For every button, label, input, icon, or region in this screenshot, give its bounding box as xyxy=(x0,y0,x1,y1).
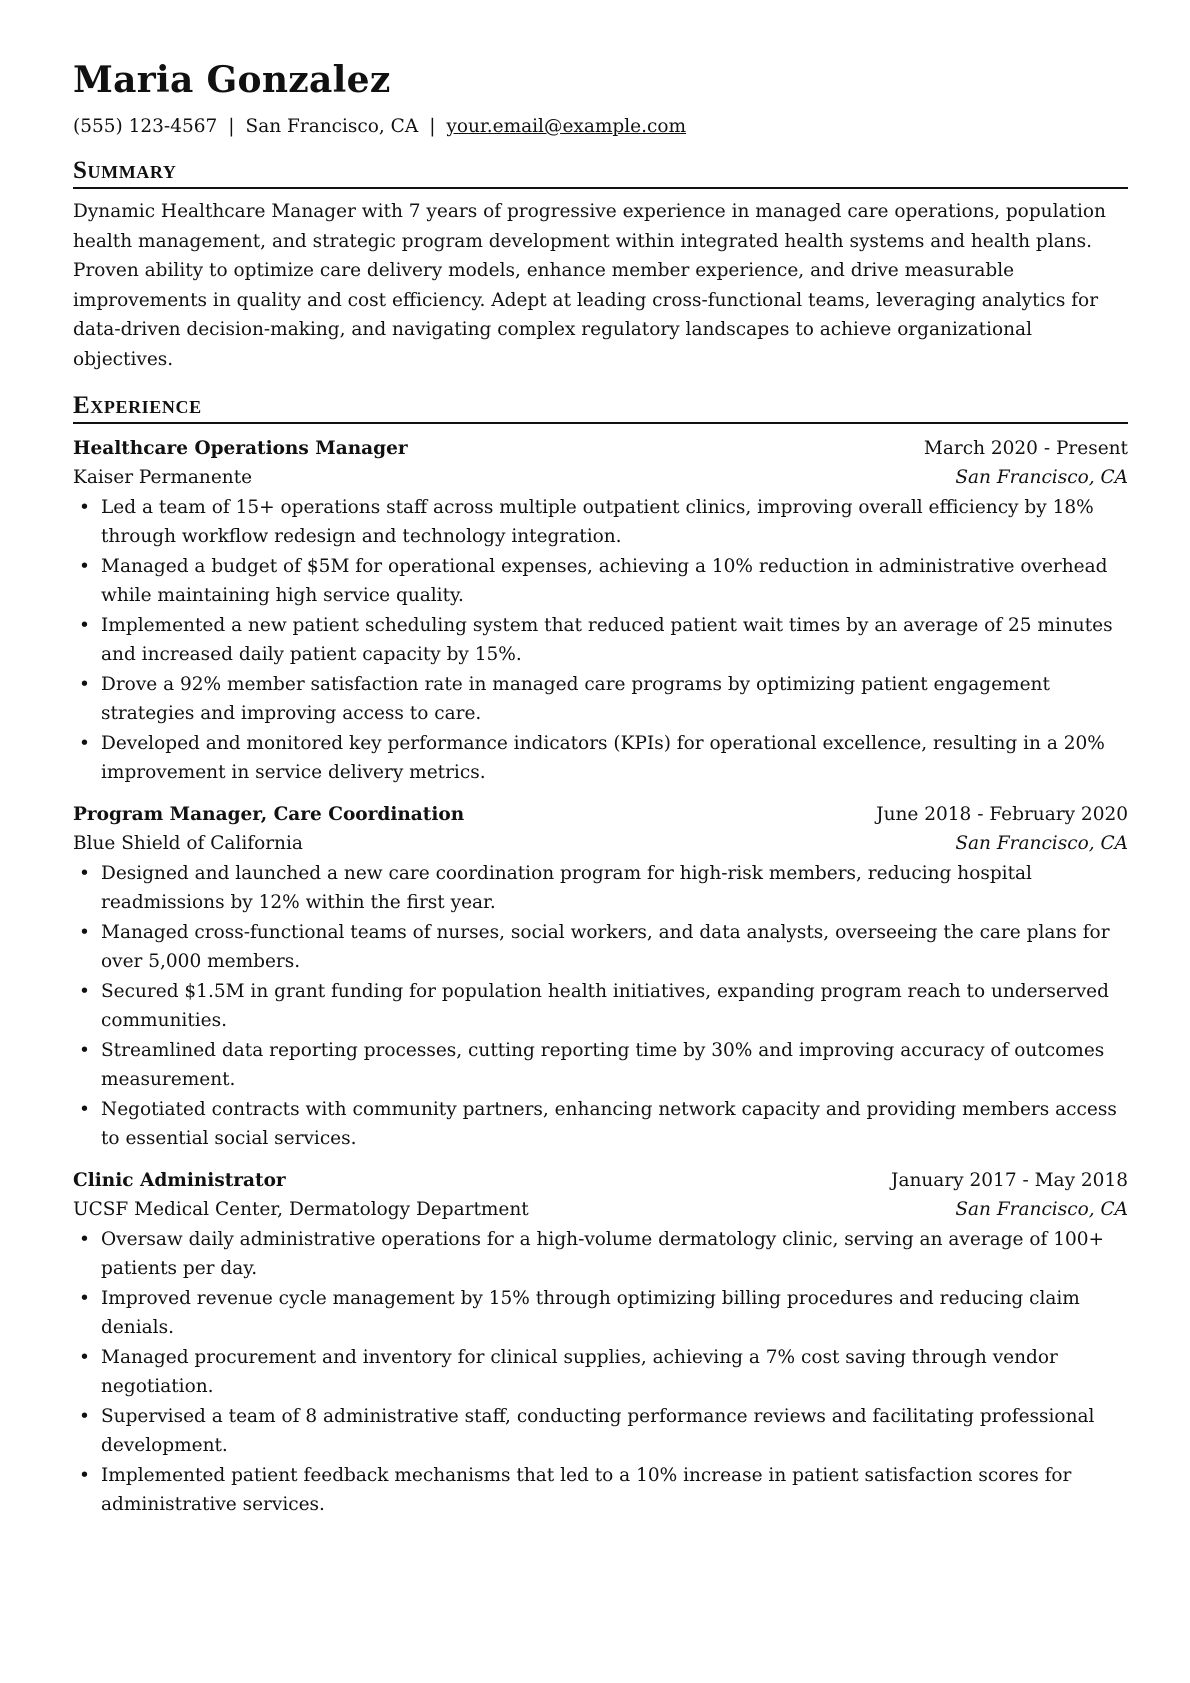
job-title: Clinic Administrator xyxy=(73,1169,286,1191)
contact-separator: | xyxy=(429,116,436,137)
bullet-item: • Designed and launched a new care coordination program for high-risk members, reducing hospital readmissions by 12% within the first year. xyxy=(73,859,1128,918)
contact-line xyxy=(73,114,1128,140)
job-title: Program Manager, Care Coordination xyxy=(73,803,465,825)
bullet-item: • Supervised a team of 8 administrative staff, conducting performance reviews and facilitating professional development. xyxy=(73,1402,1128,1461)
resume-page xyxy=(73,58,1128,1520)
bullet-item: • Improved revenue cycle management by 15% through optimizing billing procedures and reducing claim denials. xyxy=(73,1284,1128,1343)
bullet-item: • Implemented patient feedback mechanisms that led to a 10% increase in patient satisfaction scores for administrative services. xyxy=(73,1461,1128,1520)
bullet-item: • Secured $1.5M in grant funding for population health initiatives, expanding program reach to underserved communities. xyxy=(73,977,1128,1036)
bullet-item: • Led a team of 15+ operations staff across multiple outpatient clinics, improving overall efficiency by 18% through workflow redesign and technology integration. xyxy=(73,493,1128,552)
bullet-item: • Oversaw daily administrative operations for a high-volume dermatology clinic, serving an average of 100+ patients per day. xyxy=(73,1225,1128,1284)
job-dates: January 2017 - May 2018 xyxy=(891,1169,1128,1191)
summary-text: Dynamic Healthcare Manager with 7 years of progressive experience in managed care operations, population health management, and strategic program development within integrated health systems and health plans. Proven ability to optimize care delivery models, enhance member experience, and drive measurable improvements in quality and cost efficiency. Adept at leading cross-functional teams, leveraging analytics for data-driven decision-making, and navigating complex regulatory landscapes to achieve organizational objectives. xyxy=(73,201,1106,370)
summary-heading: Summary xyxy=(73,158,1128,189)
job-entry xyxy=(73,434,1128,788)
company-name: Blue Shield of California xyxy=(73,833,303,855)
bullet-item: • Implemented a new patient scheduling system that reduced patient wait times by an average of 25 minutes and increased daily patient capacity by 15%. xyxy=(73,611,1128,670)
experience-heading: Experience xyxy=(73,393,1128,424)
job-dates: March 2020 - Present xyxy=(923,437,1128,459)
phone-number: (555) 123-4567 xyxy=(73,116,218,137)
job-dates: June 2018 - February 2020 xyxy=(876,803,1128,825)
bullet-item: • Managed cross-functional teams of nurses, social workers, and data analysts, overseeing the care plans for over 5,000 members. xyxy=(73,918,1128,977)
job-bullets xyxy=(73,859,1128,1154)
job-location: San Francisco, CA xyxy=(955,833,1128,855)
email-link[interactable]: your.email@example.com xyxy=(446,116,687,137)
bullet-item: • Drove a 92% member satisfaction rate in managed care programs by optimizing patient engagement strategies and improving access to care. xyxy=(73,670,1128,729)
experience-list xyxy=(73,434,1128,1520)
bullet-item: • Managed procurement and inventory for clinical supplies, achieving a 7% cost saving through vendor negotiation. xyxy=(73,1343,1128,1402)
job-bullets xyxy=(73,1225,1128,1520)
location-text: San Francisco, CA xyxy=(245,116,419,137)
company-name: Kaiser Permanente xyxy=(73,467,253,489)
job-title: Healthcare Operations Manager xyxy=(73,437,408,459)
bullet-item: • Developed and monitored key performance indicators (KPIs) for operational excellence, resulting in a 20% improvement in service delivery metrics. xyxy=(73,729,1128,788)
bullet-item: • Negotiated contracts with community partners, enhancing network capacity and providing members access to essential social services. xyxy=(73,1095,1128,1154)
job-location: San Francisco, CA xyxy=(955,1199,1128,1221)
candidate-name: Maria Gonzalez xyxy=(73,59,391,101)
bullet-item: • Streamlined data reporting processes, cutting reporting time by 30% and improving accuracy of outcomes measurement. xyxy=(73,1036,1128,1095)
job-entry xyxy=(73,1166,1128,1520)
company-name: UCSF Medical Center, Dermatology Department xyxy=(73,1199,529,1221)
bullet-item: • Managed a budget of $5M for operational expenses, achieving a 10% reduction in administrative overhead while maintaining high service quality. xyxy=(73,552,1128,611)
job-bullets xyxy=(73,493,1128,788)
job-entry xyxy=(73,800,1128,1154)
contact-separator: | xyxy=(228,116,235,137)
job-location: San Francisco, CA xyxy=(955,467,1128,489)
